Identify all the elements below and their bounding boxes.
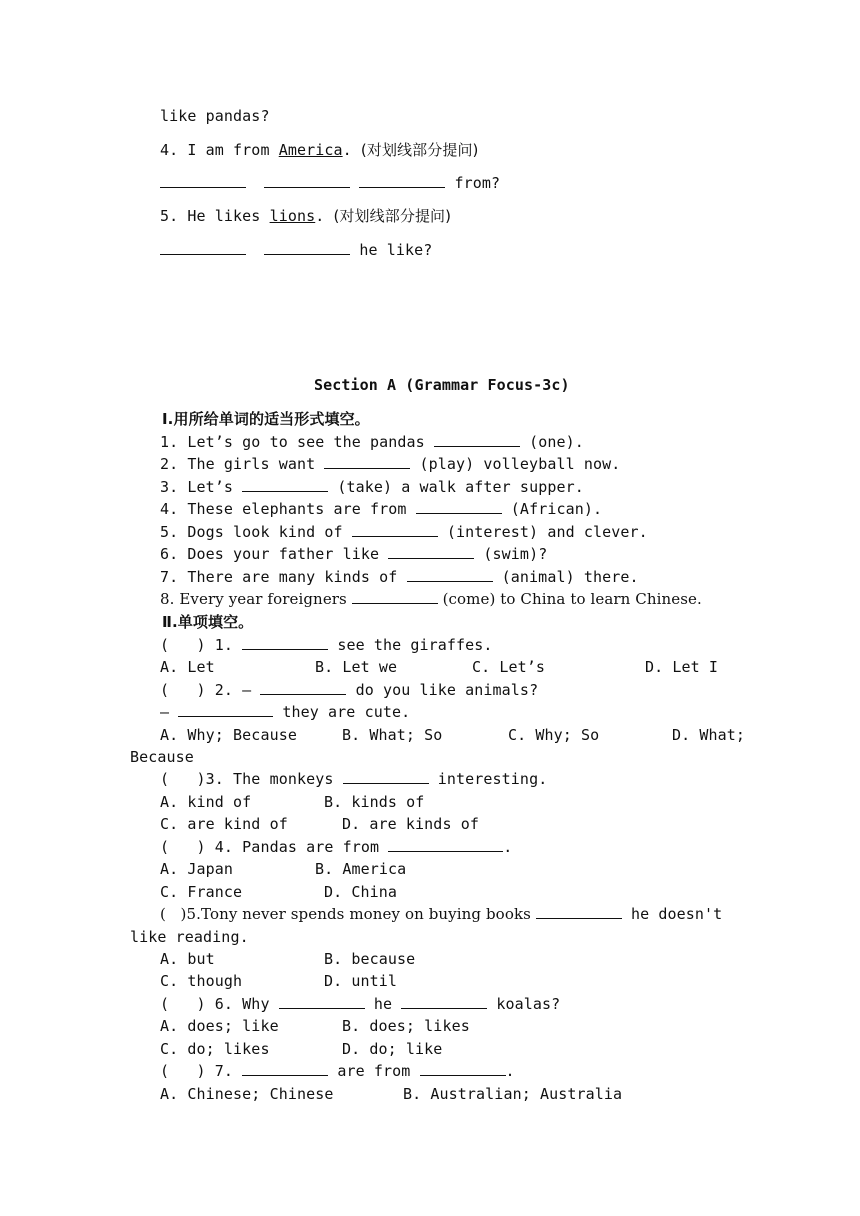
option-d: D. Let I <box>645 658 719 676</box>
text: do you like animals? <box>346 681 539 699</box>
answer-blank[interactable] <box>343 769 429 784</box>
answer-line-4 <box>160 173 500 193</box>
text: 4. I am from <box>160 141 279 159</box>
option-a: A. Why; Because <box>160 726 297 744</box>
fill-item-1 <box>160 432 584 452</box>
text: (African). <box>501 500 603 518</box>
text: 6. Does your father like <box>160 545 389 563</box>
text: 2. The girls want <box>160 455 325 473</box>
underlined-word: America <box>278 141 343 159</box>
option-b: B. because <box>324 950 416 968</box>
option-c: C. Why; So <box>508 726 600 744</box>
section-2-heading: Ⅱ.单项填空。 <box>162 613 254 631</box>
text: 4. These elephants are from <box>160 500 416 518</box>
text: like pandas? <box>160 107 270 125</box>
option-c: C. Let’s <box>472 658 546 676</box>
text: see the giraffes. <box>328 636 493 654</box>
text: . <box>505 1062 515 1080</box>
answer-blank[interactable] <box>536 904 622 919</box>
text: (come) to China to learn Chinese. <box>437 590 702 608</box>
answer-blank[interactable] <box>407 567 493 582</box>
option-d: D. What; <box>672 726 746 744</box>
answer-blank[interactable] <box>434 432 520 447</box>
option-b: B. America <box>315 860 407 878</box>
text: 5. He likes <box>160 207 270 225</box>
answer-line-5 <box>160 240 432 260</box>
mc-question-1 <box>160 635 493 655</box>
option-b: B. kinds of <box>324 793 425 811</box>
answer-blank[interactable] <box>416 499 502 514</box>
text: he like? <box>350 241 433 259</box>
text: — <box>160 703 179 721</box>
text: they are cute. <box>273 703 411 721</box>
text: koalas? <box>487 995 561 1013</box>
text: (take) a walk after supper. <box>328 478 584 496</box>
option-b: B. Let we <box>315 658 398 676</box>
text: ( ) 1. <box>160 636 243 654</box>
fill-item-4 <box>160 499 602 519</box>
mc-question-2-reply <box>160 702 410 722</box>
text: he <box>364 995 402 1013</box>
answer-blank[interactable] <box>242 635 328 650</box>
answer-blank[interactable] <box>242 477 328 492</box>
answer-blank[interactable] <box>388 837 503 852</box>
text: he doesn't <box>621 905 723 923</box>
answer-blank[interactable] <box>264 240 350 255</box>
option-c: C. though <box>160 972 243 990</box>
text: ( ) 7. <box>160 1062 243 1080</box>
section-title: Section A (Grammar Focus-3c) <box>314 376 570 394</box>
mc-question-5 <box>160 904 722 924</box>
option-a: A. Let <box>160 658 215 676</box>
option-a: A. does; like <box>160 1017 279 1035</box>
mc-question-4 <box>160 837 512 857</box>
text: 5. Dogs look kind of <box>160 523 352 541</box>
text: (animal) there. <box>492 568 639 586</box>
instruction-note: (对划线部分提问) <box>360 141 479 159</box>
option-b: B. What; So <box>342 726 443 744</box>
answer-blank[interactable] <box>359 173 445 188</box>
instruction-note: (对划线部分提问) <box>333 207 452 225</box>
answer-blank[interactable] <box>260 680 346 695</box>
mc-question-3 <box>160 769 547 789</box>
text: . <box>503 838 513 856</box>
mc-question-6 <box>160 994 560 1014</box>
fill-item-5 <box>160 522 648 542</box>
mc-question-5-continued: like reading. <box>130 928 249 946</box>
underlined-word: lions <box>269 207 316 225</box>
option-c: C. do; likes <box>160 1040 270 1058</box>
text: are from <box>328 1062 420 1080</box>
text: ( ) 4. Pandas are from <box>160 838 389 856</box>
text-line <box>160 106 270 126</box>
question-4 <box>160 140 479 160</box>
answer-blank[interactable] <box>352 522 438 537</box>
answer-blank[interactable] <box>264 173 350 188</box>
text: (swim)? <box>474 545 548 563</box>
text: 3. Let’s <box>160 478 243 496</box>
option-d-continued: Because <box>130 748 194 766</box>
fill-item-2 <box>160 454 620 474</box>
option-a: A. kind of <box>160 793 252 811</box>
text: . <box>342 141 361 159</box>
text: (play) volleyball now. <box>410 455 621 473</box>
answer-blank[interactable] <box>401 994 487 1009</box>
section-1-heading: Ⅰ.用所给单词的适当形式填空。 <box>162 410 370 428</box>
text: from? <box>445 174 501 192</box>
option-a: A. Chinese; Chinese <box>160 1085 334 1103</box>
answer-blank[interactable] <box>242 1061 328 1076</box>
answer-blank[interactable] <box>420 1061 506 1076</box>
option-d: D. until <box>324 972 398 990</box>
text: (one). <box>519 433 584 451</box>
option-c: C. France <box>160 883 243 901</box>
fill-item-3 <box>160 477 584 497</box>
answer-blank[interactable] <box>279 994 365 1009</box>
option-c: C. are kind of <box>160 815 288 833</box>
answer-blank[interactable] <box>160 173 246 188</box>
text: 7. There are many kinds of <box>160 568 407 586</box>
answer-blank[interactable] <box>160 240 246 255</box>
fill-item-6 <box>160 544 547 564</box>
option-b: B. does; likes <box>342 1017 470 1035</box>
option-d: D. are kinds of <box>342 815 479 833</box>
text: 1. Let’s go to see the pandas <box>160 433 434 451</box>
answer-blank[interactable] <box>324 454 410 469</box>
text: ( )3. The monkeys <box>160 770 343 788</box>
fill-item-7 <box>160 567 639 587</box>
question-5 <box>160 206 451 226</box>
text: (interest) and clever. <box>437 523 648 541</box>
option-b: B. Australian; Australia <box>403 1085 623 1103</box>
text: ( )5.Tony never spends money on buying books <box>160 905 536 923</box>
option-a: A. Japan <box>160 860 234 878</box>
text: ( ) 2. — <box>160 681 261 699</box>
answer-blank[interactable] <box>352 589 438 604</box>
text: 8. Every year foreigners <box>160 590 352 608</box>
answer-blank[interactable] <box>178 702 273 717</box>
option-d: D. do; like <box>342 1040 443 1058</box>
answer-blank[interactable] <box>388 544 474 559</box>
mc-question-2 <box>160 680 538 700</box>
text: . <box>315 207 334 225</box>
mc-question-7 <box>160 1061 515 1081</box>
text: interesting. <box>428 770 548 788</box>
option-d: D. China <box>324 883 398 901</box>
option-a: A. but <box>160 950 215 968</box>
text: ( ) 6. Why <box>160 995 279 1013</box>
fill-item-8 <box>160 589 702 609</box>
